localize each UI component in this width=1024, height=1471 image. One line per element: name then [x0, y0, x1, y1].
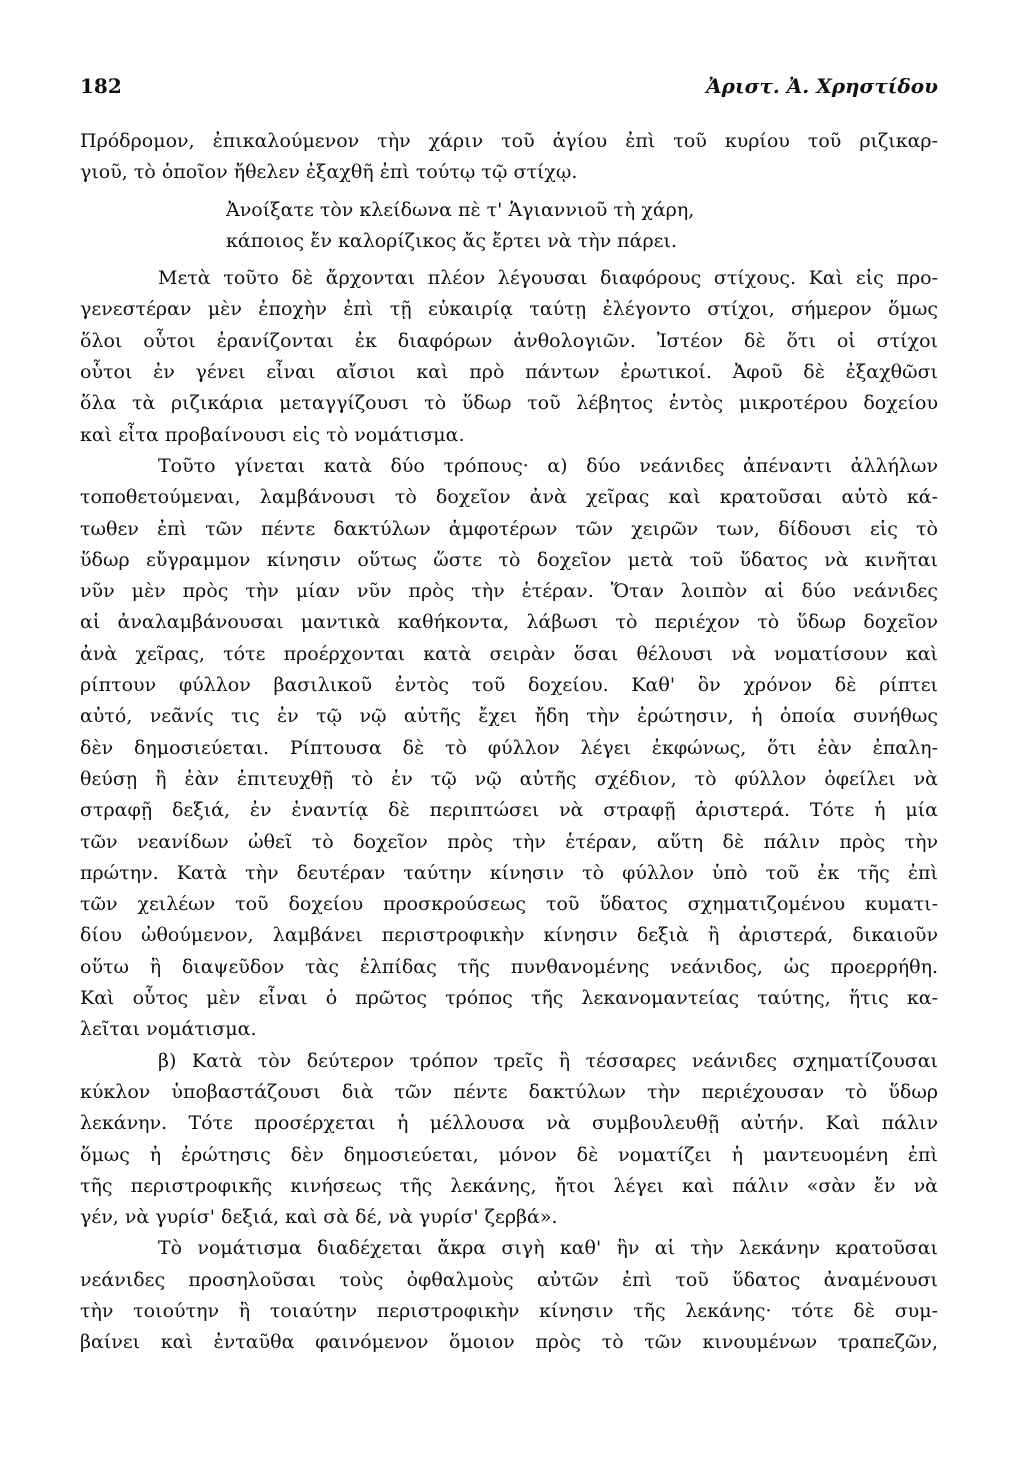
text-line: γέν, νὰ γυρίσ' δεξιά, καὶ σὰ δέ, νὰ γυρίσ' ζερβά». — [80, 1206, 558, 1229]
text-line: ὅλοι οὗτοι ἐρανίζονται ἐκ διαφόρων ἀνθολογιῶν. Ἰστέον δὲ ὅτι οἱ στίχοι — [80, 329, 938, 352]
running-head: Ἀριστ. Ἀ. Χρηστίδου — [706, 74, 938, 98]
text-line: Πρόδρομον, ἐπικαλούμενον τὴν χάριν τοῦ ἁγίου ἐπὶ τοῦ κυρίου τοῦ ριζικαρ- — [80, 130, 938, 152]
text-line: ἀνὰ χεῖρας, τότε προέρχονται κατὰ σειρὰν ὅσαι θέλουσι νὰ νοματίσουν καὶ — [80, 642, 938, 665]
text-line: καὶ εἶτα προβαίνουσι εἰς τὸ νομάτισμα. — [80, 423, 465, 446]
text-line: νῦν μὲν πρὸς τὴν μίαν νῦν πρὸς τὴν ἑτέραν. Ὅταν λοιπὸν αἱ δύο νεάνιδες — [80, 580, 938, 603]
text-line: ὅλα τὰ ριζικάρια μεταγγίζουσι τὸ ὕδωρ τοῦ λέβητος ἐντὸς μικροτέρου δοχείου — [80, 392, 938, 415]
text-line: τῆς περιστροφικῆς κινήσεως τῆς λεκάνης, ἤτοι λέγει καὶ πάλιν «σὰν ἔν νὰ — [80, 1174, 938, 1197]
text-line: κύκλον ὑποβαστάζουσι διὰ τῶν πέντε δακτύλων τὴν περιέχουσαν τὸ ὕδωρ — [80, 1080, 938, 1103]
text-line: γιοῦ, τὸ ὁποῖον ἤθελεν ἐξαχθῆ ἐπὶ τούτῳ τῷ στίχῳ. — [80, 161, 578, 184]
text-line: δὲν δημοσιεύεται. Ρίπτουσα δὲ τὸ φύλλον λέγει ἐκφώνως, ὅτι ἐὰν ἐπαλη- — [80, 736, 938, 759]
text-line: νεάνιδες προσηλοῦσαι τοὺς ὀφθαλμοὺς αὐτῶν ἐπὶ τοῦ ὕδατος ἀναμένουσι — [80, 1268, 938, 1291]
text-line: β) Κατὰ τὸν δεύτερον τρόπον τρεῖς ἢ τέσσαρες νεάνιδες σχηματίζουσαι — [158, 1049, 938, 1072]
text-line: ὕδωρ εὔγραμμον κίνησιν οὕτως ὥστε τὸ δοχεῖον μετὰ τοῦ ὕδατος νὰ κινῆται — [80, 548, 938, 571]
text-line: δίου ὠθούμενον, λαμβάνει περιστροφικὴν κίνησιν δεξιὰ ἢ ἀριστερά, δικαιοῦν — [80, 924, 938, 947]
text-line: λεῖται νομάτισμα. — [80, 1018, 257, 1041]
text-line: τὴν τοιούτην ἢ τοιαύτην περιστροφικὴν κίνησιν τῆς λεκάνης· τότε δὲ συμ- — [80, 1299, 938, 1322]
text-line: τωθεν ἐπὶ τῶν πέντε δακτύλων ἀμφοτέρων τῶν χειρῶν των, δίδουσι εἰς τὸ — [80, 517, 938, 540]
text-line: πρώτην. Κατὰ τὴν δευτέραν ταύτην κίνησιν τὸ φύλλον ὑπὸ τοῦ ἐκ τῆς ἐπὶ — [80, 861, 938, 884]
body-text — [80, 126, 938, 1359]
text-line: θεύσῃ ἢ ἐὰν ἐπιτευχθῇ τὸ ἐν τῷ νῷ αὐτῆς σχέδιον, τὸ φύλλον ὀφείλει νὰ — [80, 767, 938, 790]
text-line: Τοῦτο γίνεται κατὰ δύο τρόπους· α) δύο νεάνιδες ἀπέναντι ἀλλήλων — [158, 454, 938, 477]
text-line: αὐτό, νεᾶνίς τις ἐν τῷ νῷ αὐτῆς ἔχει ἤδη τὴν ἐρώτησιν, ἡ ὁποία συνήθως — [80, 705, 938, 728]
verse-line: κάποιος ἔν καλορίζικος ἄς ἔρτει νὰ τὴν πάρει. — [226, 229, 677, 252]
text-line: τῶν νεανίδων ὠθεῖ τὸ δοχεῖον πρὸς τὴν ἑτέραν, αὕτη δὲ πάλιν πρὸς τὴν — [80, 830, 938, 853]
text-line: οὕτω ἢ διαψεῦδον τὰς ἐλπίδας τῆς πυνθανομένης νεάνιδος, ὡς προερρήθη. — [80, 955, 938, 978]
text-line: Μετὰ τοῦτο δὲ ἄρχονται πλέον λέγουσαι διαφόρους στίχους. Καὶ εἰς προ- — [158, 267, 938, 290]
text-line: Τὸ νομάτισμα διαδέχεται ἄκρα σιγὴ καθ' ἣν αἱ τὴν λεκάνην κρατοῦσαι — [158, 1237, 938, 1260]
text-line: τῶν χειλέων τοῦ δοχείου προσκρούσεως τοῦ ὕδατος σχηματιζομένου κυματι- — [80, 893, 938, 916]
text-line: οὗτοι ἐν γένει εἶναι αἴσιοι καὶ πρὸ πάντων ἐρωτικοί. Ἀφοῦ δὲ ἐξαχθῶσι — [80, 361, 938, 384]
text-line: λεκάνην. Τότε προσέρχεται ἡ μέλλουσα νὰ συμβουλευθῇ αὐτήν. Καὶ πάλιν — [80, 1112, 938, 1135]
text-line: ρίπτουν φύλλον βασιλικοῦ ἐντὸς τοῦ δοχείου. Καθ' ὃν χρόνον δὲ ρίπτει — [80, 674, 938, 697]
text-line: αἱ ἀναλαμβάνουσαι μαντικὰ καθήκοντα, λάβωσι τὸ περιέχον τὸ ὕδωρ δοχεῖον — [80, 611, 938, 634]
page-number: 182 — [80, 74, 122, 98]
text-line: τοποθετούμεναι, λαμβάνουσι τὸ δοχεῖον ἀνὰ χεῖρας καὶ κρατοῦσαι αὐτὸ κά- — [80, 486, 938, 509]
verse-line: Ἀνοίξατε τὸν κλείδωνα πὲ τ' Ἁγιαννιοῦ τὴ χάρη, — [226, 198, 695, 221]
text-line: ὅμως ἡ ἐρώτησις δὲν δημοσιεύεται, μόνον δὲ νοματίζει ἡ μαντευομένη ἐπὶ — [80, 1143, 938, 1166]
text-line: γενεστέραν μὲν ἐποχὴν ἐπὶ τῇ εὐκαιρίᾳ ταύτῃ ἐλέγοντο στίχοι, σήμερον ὅμως — [80, 298, 938, 321]
text-line: στραφῇ δεξιά, ἐν ἐναντίᾳ δὲ περιπτώσει νὰ στραφῇ ἀριστερά. Τότε ἡ μία — [80, 799, 938, 822]
text-line: βαίνει καὶ ἐνταῦθα φαινόμενον ὅμοιον πρὸς τὸ τῶν κινουμένων τραπεζῶν, — [80, 1331, 938, 1354]
text-line: Καὶ οὗτος μὲν εἶναι ὁ πρῶτος τρόπος τῆς λεκανομαντείας ταύτης, ἥτις κα- — [80, 987, 938, 1010]
page-header — [80, 74, 938, 102]
